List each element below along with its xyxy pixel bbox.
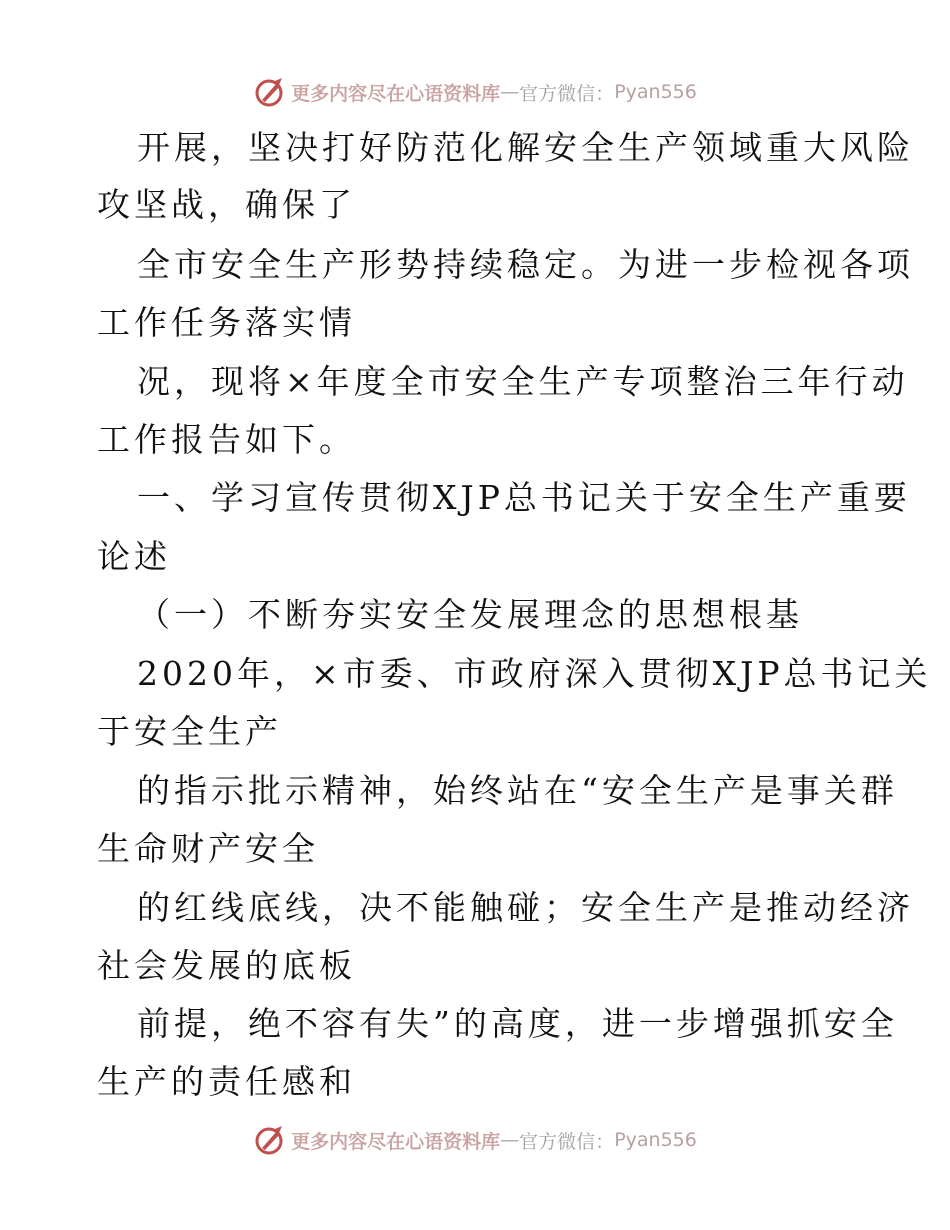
- watermark-dash: —: [500, 1129, 520, 1151]
- body-line: 论述: [97, 537, 171, 576]
- watermark-official-label: 官方微信：: [519, 82, 615, 105]
- watermark-official-label: 官方微信：: [519, 1130, 615, 1153]
- body-line: 生产的责任感和: [97, 1062, 356, 1101]
- body-line: 攻坚战，确保了: [97, 185, 356, 224]
- watermark-brand-text: 更多内容尽在心语资料库: [291, 82, 501, 105]
- body-line: 工作任务落实情: [97, 303, 356, 342]
- body-line: 社会发展的底板: [97, 946, 356, 985]
- body-line: 于安全生产: [97, 712, 282, 751]
- quill-seal-icon: [253, 1124, 285, 1156]
- watermark-brand-text: 更多内容尽在心语资料库: [291, 1130, 501, 1153]
- watermark-wechat-id: Pyan556: [614, 1129, 697, 1151]
- body-line: 的指示批示精神，始终站在“安全生产是事关群: [137, 771, 898, 810]
- watermark-wechat-id: Pyan556: [614, 81, 697, 103]
- section-heading: 一、学习宣传贯彻XJP总书记关于安全生产重要: [137, 478, 911, 517]
- body-line: 2020年，×市委、市政府深入贯彻XJP总书记关: [137, 654, 932, 693]
- body-line: 开展，坚决打好防范化解安全生产领域重大风险: [137, 128, 914, 167]
- footer-watermark: [0, 1120, 950, 1160]
- watermark-dash: —: [500, 81, 520, 103]
- body-line: 生命财产安全: [97, 829, 319, 868]
- body-line: 的红线底线，决不能触碰；安全生产是推动经济: [137, 888, 914, 927]
- body-line: 前提，绝不容有失”的高度，进一步增强抓安全: [137, 1004, 898, 1043]
- body-line: 全市安全生产形势持续稳定。为进一步检视各项: [137, 245, 914, 284]
- body-line: 况，现将×年度全市安全生产专项整治三年行动: [137, 362, 909, 401]
- subsection-heading: （一）不断夯实安全发展理念的思想根基: [137, 595, 803, 634]
- body-line: 工作报告如下。: [97, 420, 356, 459]
